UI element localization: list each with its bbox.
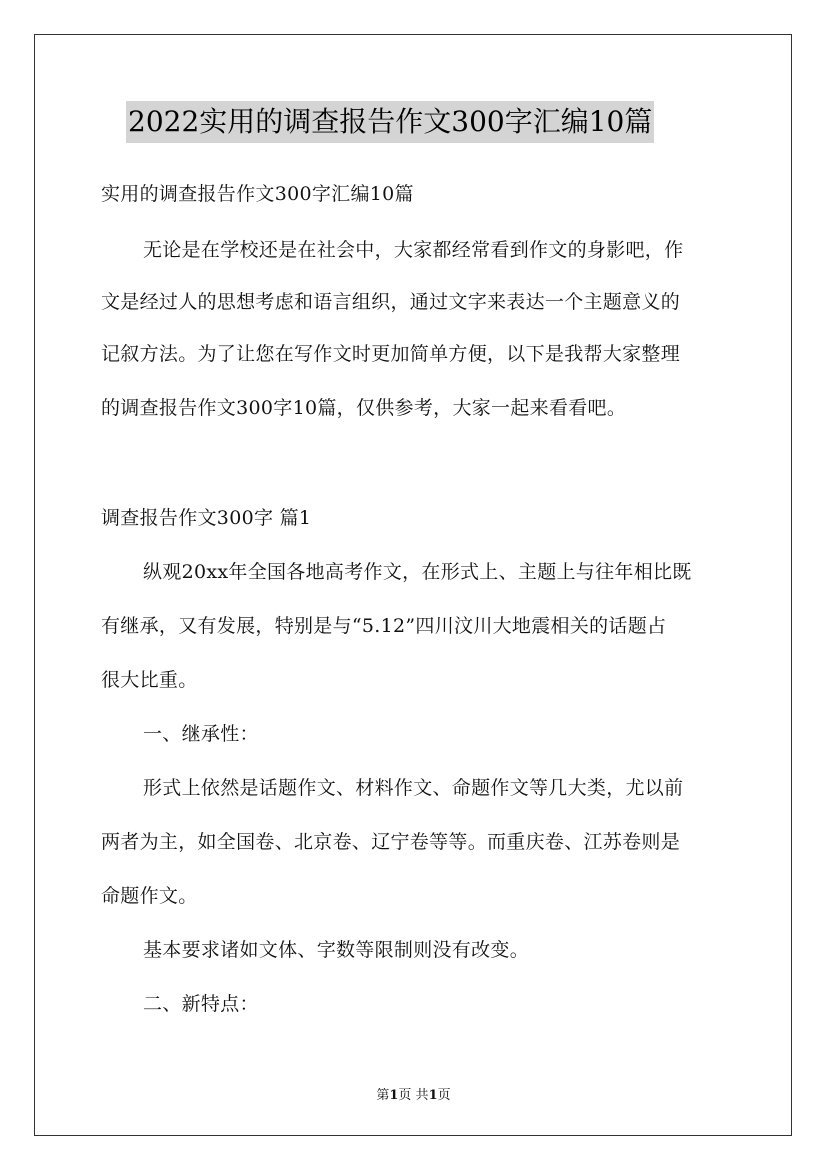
point1-line-3: 命题作文。	[101, 885, 198, 907]
point1-extra: 基本要求诸如文体、字数等限制则没有改变。	[143, 939, 530, 961]
intro-line-2: 文是经过人的思想考虑和语言组织，通过文字来表达一个主题意义的	[101, 291, 681, 313]
footer-mid: 页 共	[398, 1088, 429, 1103]
point2-heading: 二、新特点：	[143, 993, 259, 1015]
footer-page-total: 1	[428, 1088, 438, 1103]
section-para-line-2: 有继承，又有发展，特别是与“5.12”四川汶川大地震相关的话题占	[101, 615, 667, 637]
section-para-line-3: 很大比重。	[101, 669, 198, 691]
intro-line-1: 无论是在学校还是在社会中，大家都经常看到作文的身影吧，作	[143, 239, 684, 261]
document-subtitle: 实用的调查报告作文300字汇编10篇	[101, 183, 414, 205]
section-para-line-1: 纵观20xx年全国各地高考作文，在形式上、主题上与往年相比既	[143, 561, 692, 583]
footer-suffix: 页	[437, 1088, 451, 1103]
section-heading: 调查报告作文300字 篇1	[101, 507, 312, 529]
document-title: 2022实用的调查报告作文300字汇编10篇	[126, 101, 654, 143]
intro-line-4: 的调查报告作文300字10篇，仅供参考，大家一起来看看吧。	[101, 397, 627, 419]
footer-page-number: 1	[389, 1088, 399, 1103]
page-footer	[0, 1084, 827, 1103]
intro-line-3: 记叙方法。为了让您在写作文时更加简单方便，以下是我帮大家整理	[101, 343, 681, 365]
point1-line-2: 两者为主，如全国卷、北京卷、辽宁卷等等。而重庆卷、江苏卷则是	[101, 831, 681, 853]
footer-prefix: 第	[376, 1088, 390, 1103]
point1-heading: 一、继承性：	[143, 723, 259, 745]
point1-line-1: 形式上依然是话题作文、材料作文、命题作文等几大类，尤以前	[143, 777, 684, 799]
